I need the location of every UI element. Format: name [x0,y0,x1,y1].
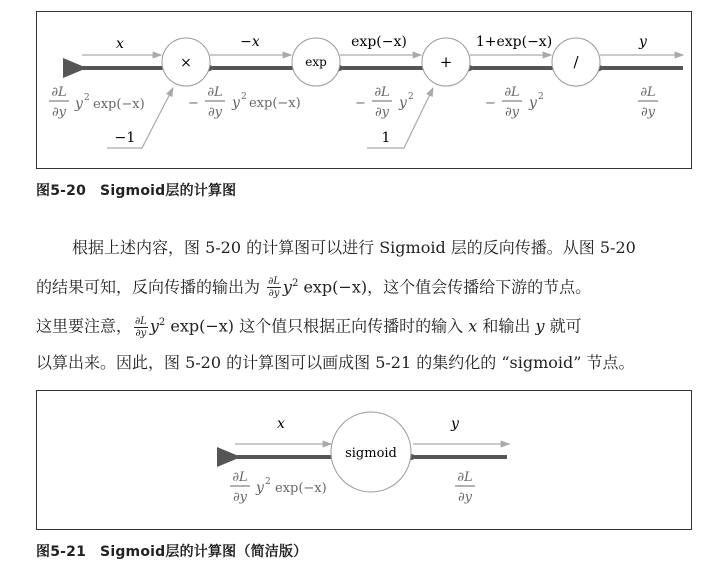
forward-label-neg-x: −x [240,34,260,50]
svg-text:−: − [188,96,199,111]
forward-label-y: y [451,416,459,432]
backward-label-1 [49,85,145,120]
svg-text:∂y: ∂y [51,105,67,120]
caption-title: Sigmoid层的计算图 [100,183,237,199]
svg-text:y: y [75,96,83,112]
svg-text:∂L: ∂L [207,85,223,100]
svg-text:∂y: ∂y [374,105,390,120]
forward-label-exp: exp(−x) [351,34,407,50]
node-multiply-label: × [180,55,192,71]
svg-text:−: − [485,96,496,111]
sigmoid-computation-graph [37,12,693,170]
backward-label-left [230,470,327,505]
inline-fraction: $\frac{\partial L}{\partial y}$ [268,276,280,300]
body-paragraph [36,230,696,381]
forward-label-x: x [116,36,124,52]
svg-text:∂L: ∂L [504,85,520,100]
sigmoid-simplified-graph [37,391,693,531]
forward-label-one-plus-exp: 1+exp(−x) [475,34,553,50]
svg-text:∂L: ∂L [51,85,67,100]
svg-text:y: y [232,95,240,111]
svg-text:2: 2 [241,92,247,102]
svg-text:y: y [256,480,264,496]
node-plus-label: + [439,53,453,71]
figure-5-20-box [36,11,692,169]
svg-text:∂y: ∂y [207,105,223,120]
forward-label-x: x [277,416,285,432]
svg-text:∂L: ∂L [640,85,656,100]
figure-5-21-caption [36,541,307,561]
caption-title: Sigmoid层的计算图（简洁版） [100,544,308,560]
side-label-one: 1 [381,130,391,146]
svg-text:2: 2 [265,477,271,487]
paragraph-line-4: 以算出来。因此，图 5-20 的计算图可以画成图 5-21 的集约化的 “sigmoid” 节点。 [36,352,635,372]
svg-text:∂L: ∂L [374,85,390,100]
forward-label-y: y [639,34,647,50]
caption-number: 图5-20 [36,183,87,199]
backward-label-3 [355,85,414,120]
svg-text:∂y: ∂y [504,105,520,120]
svg-text:∂y: ∂y [457,490,473,505]
svg-text:exp(−x): exp(−x) [249,96,301,111]
svg-text:∂y: ∂y [640,105,656,120]
svg-text:−: − [355,96,366,111]
figure-5-20-caption [36,180,236,200]
svg-text:∂y: ∂y [232,490,248,505]
svg-text:y: y [399,95,407,111]
backward-label-right [455,470,475,505]
svg-text:2: 2 [84,93,90,103]
svg-text:2: 2 [538,92,544,102]
node-exp-label: exp [305,55,327,69]
svg-text:exp(−x): exp(−x) [93,97,145,112]
figure-5-21-box [36,390,692,530]
paragraph-line-1: 根据上述内容，图 5-20 的计算图可以进行 Sigmoid 层的反向传播。从图 5-20 [72,238,636,257]
backward-label-5 [638,85,658,120]
caption-number: 图5-21 [36,544,87,560]
node-sigmoid-label: sigmoid [345,446,397,461]
paragraph-line-3: 这里要注意， $\frac{\partial L}{\partial y}$ $y^2$ exp(−x) 这个值只根据正向传播时的输入 x 和输出 y 就可 [36,315,582,339]
paragraph-line-2: 的结果可知，反向传播的输出为 $\frac{\partial L}{\partial y}$ $y^2$ exp(−x)，这个值会传播给下游的节点。 [36,276,592,300]
svg-text:2: 2 [408,92,414,102]
svg-text:y: y [529,95,537,111]
svg-text:exp(−x): exp(−x) [275,481,327,496]
inline-fraction: $\frac{\partial L}{\partial y}$ [135,315,147,339]
backward-label-2 [188,85,301,120]
node-divide-label: / [573,53,579,71]
svg-text:∂L: ∂L [232,470,248,485]
svg-text:∂L: ∂L [457,470,473,485]
backward-label-4 [485,85,544,120]
side-label-minus-one: −1 [114,130,136,146]
